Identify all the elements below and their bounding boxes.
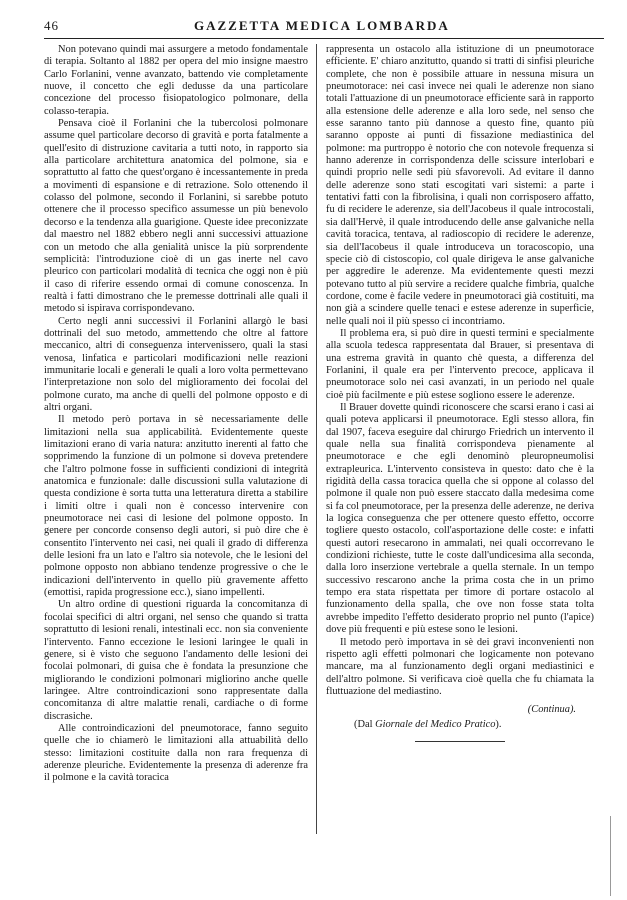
journal-title: GAZZETTA MEDICA LOMBARDA [194,18,450,33]
paragraph: Il metodo però portava in sè necessariamente delle limitazioni nella sua applicabilità. Evidentemente queste limitazioni erano di varia natura: anzitutto inerenti al fatto che sopprimendo la funzione di un polmone si doveva pretendere che l'altro polmone fosse in sufficienti condizioni di integrità anatomica e funzionale: dalle discussioni sulla valutazione di questa condizione è sorta tutta una letteratura diretta a stabilire i limiti oltre i quali non è concesso intervenire con pneumotorace nei casi di lesione del polmone opposto. In genere per concorde consenso degli autori, si può dire che è consentito l'intervento nei casi, nei quali il grado di differenza delle lesioni fra un lato e l'altro sia notevole, che le lesioni del polmone opposto non abbiano tendenze progressive o che le indicazioni dell'intervento in quello più gravemente affetto (emottisi, rapida progressione ecc.), siano impellenti. [44,414,308,599]
paragraph: rappresenta un ostacolo alla istituzione di un pneumotorace efficiente. E' chiaro anzitutto, quando si tratti di sinfisi pleuriche complete, che non è possibile attuare in nessuna misura un pneumotorace: nei casi invece nei quali le aderenze non siano totali l'attuazione di un pneumotorace efficiente sarà in rapporto alla estensione delle aderenze e alla loro sede, nel senso che esse saranno tanto più dannose a questo fine, quanto più saranno opposte ai punti di fissazione mediastinica del polmone: ma purtroppo è notorio che con notevole frequenza si hanno aderenze in corrispondenza delle scissure interlobari e quindi proprio nelle sedi più sfavorevoli. Ad evitare il danno delle aderenze sono stati escogitati vari sistemi: a parte i tentativi fatti con la fibrolisina, i quali non corrisposero affatto, fu di recidere le aderenze, sia dell'Jacobeus il quale introcostali, sia dall'Hervè, il quale introducendo delle anse galvaniche nella cavità toracica, tentava, al radioscopio di recidere le aderenze, sia dell'Iacobeus il quale introduceva un toracoscopio, una specie ciò di cistoscopio, col quale dirigeva le anse galvaniche per aggredire le aderenze. Ma evidentemente questi mezzi potevano tutto al più servire a recidere qualche fimbria, qualche cordone, come è facile vedere in pneumotoraci già costituiti, ma non già a scindere quelle tenaci e estese aderenze in superficie, nelle quali noi il più spesso ci incontriamo. [326,44,594,327]
source-citation [326,719,594,731]
continua-note: (Continua). [527,704,576,716]
paragraph: Il Brauer dovette quindi riconoscere che scarsi erano i casi ai quali poteva applicarsi il pneumotorace. Egli stesso allora, fin dal 1907, faceva eseguire dal chirurgo Friedrich un intervento il quale nella sua finalità corrispondeva pienamente al pneumotorace e che egli denominò pleuropneumolisi extrapleurica. L'intervento consisteva in questo: dato che è la rigidità della cassa toracica quella che si oppone al colasso del polmone il quale non può essere staccato dalla medesima come si fa col pneumotorace, per la presenza delle aderenze, ne deriva la logica conseguenza che per ottenere questo effetto, occorre togliere questo ostacolo, coll'asportazione delle coste: e infatti questi autori resecarono in ammalati, nei quali occorrevano le condizioni richieste, tutte le coste dall'undicesima alla seconda, dalla loro inserzione vertebrale a quella sternale. In un tempo successivo rescarono anche la prima costa che in un primo tempo era stata rispettata per timore di portare ostacolo al funzionamento della spalla, che ove non fosse stata tolta avrebbe impedito l'effetto desiderato proprio nel punto (l'apice) dove più frequenti e più estese sono le lesioni. [326,401,594,636]
paragraph: Alle controindicazioni del pneumotorace, fanno seguito quelle che io chiamerò le limitazioni alla attuabilità dello stesso: limitazioni costituite dalla non rara frequenza di aderenze pleuriche. Evidentemente la presenza di aderenze fra il polmone e la cavità toracica [44,722,308,784]
paragraph: Il metodo però importava in sè dei gravi inconvenienti non rispetto agli effetti polmonari che logicamente non potevano mancare, ma al funzionamento degli organi mediastinici e dell'altro polmone. Si verificava cioè quella che fu chiamata la fluttuazione del mediastino. [326,636,594,697]
paragraph: Un altro ordine di questioni riguarda la concomitanza di focolai specifici di altri organi, nel senso che quando si tratta soprattutto di lesioni renali, intestinali ecc. non sia conveniente l'intervento. Fanno eccezione le lesioni laringee le quali in genere, si è visto che seguono l'andamento delle lesioni dei focolai polmonari, di guisa che è fondata la presunzione che migliorando le condizioni polmonari migliorino anche quelle laringee. Altre controindicazioni sono rappresentate dalla concomitanza di altre malattie renali, cardiache o di forme discrasiche. [44,599,308,722]
right-column [326,44,594,742]
source-journal: Giornale del Medico Pratico [375,718,496,730]
end-rule [415,741,505,742]
paragraph: Pensava cioè il Forlanini che la tubercolosi polmonare assume quel particolare decorso di gravità e porta fatalmente a quell'esito di distruzione cavitaria a tutti noto, in rapporto sia alla particolare architettura anatomica del polmone, sia e soprattutto al fatto che quest'organo è incessantemente in preda a movimenti di espansione e di retrazione. Solo ottenendo il colasso del polmone, secondo il Forlanini, si sarebbe potuto ottenere che il processo specifico assumesse un più benevolo decorso e la tendenza alla guarigione. Queste idee preconizzate dal maestro nel 1882 ebbero negli anni successivi attuazione con un metodo che alla genialità unisce la più sorprendente semplicità: l'introduzione cioè di un gas inerte nel cavo pleurico con particolari modalità di tecnica che oggi non è più il caso di riferire essendo ormai di comune conoscenza. In realtà i fatti dimostrano che le premesse dottrinali alle quali il metodo si ispirava corrispondevano. [44,118,308,315]
header-rule [44,38,604,39]
paragraph: Non potevano quindi mai assurgere a metodo fondamentale di terapia. Soltanto al 1882 per opera del mio insigne maestro Carlo Forlanini, venne avanzato, battendo vie completamente nuove, il concetto che egli dedusse da una particolare concezione del processo fisiopatologico polmonare, della colasso-terapia. [44,44,308,117]
source-suffix: ). [495,718,502,730]
column-divider [316,44,317,834]
paragraph: Il problema era, si può dire in questi termini e specialmente alla scuola tedesca rappresentata dal Brauer, si presentava di una estrema gravità in quanto chè questa, a differenza del Forlanini, il quale era per l'intervento precoce, applicava il pneumotorace solo nei casi avanzati, in un periodo nel quale cioè più facilmente e più estese sogliono essere le aderenze. [326,327,594,401]
margin-mark [610,816,611,896]
left-column [44,44,308,785]
page-number: 46 [44,18,59,33]
source-prefix: (Dal [354,718,376,730]
paragraph: Certo negli anni successivi il Forlanini allargò le basi dottrinali del suo metodo, ammettendo che oltre al fattore meccanico, altri di conseguenza intervenissero, quali la stasi venosa, linfatica e particolari modificazioni nelle reazioni immunitarie locali e generali le quali a loro volta permettevano l'interpretazione non solo del miglioramento dei focolai del polmone curato, ma anche di quelli del polmone opposto e di altri organi. [44,315,308,413]
page-header [44,18,604,36]
